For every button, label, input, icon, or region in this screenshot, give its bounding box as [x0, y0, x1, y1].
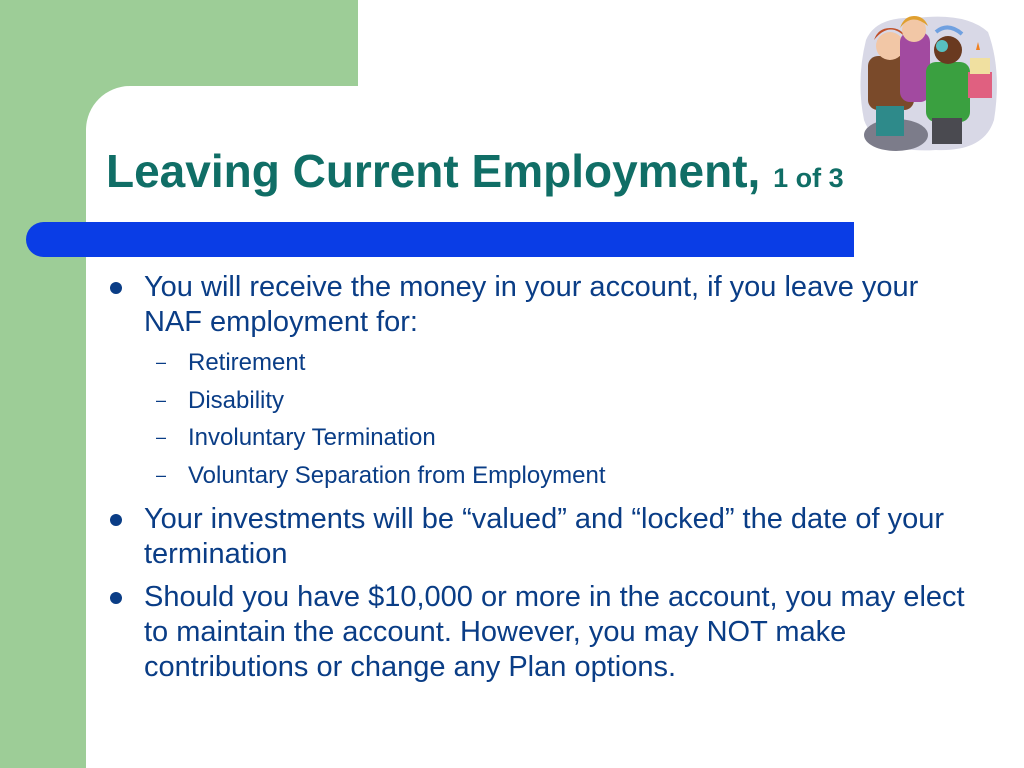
bullet-list: [104, 270, 984, 693]
slide-subtitle: 1 of 3: [773, 163, 844, 193]
dash-icon: –: [156, 464, 167, 485]
bullet-item: [104, 270, 984, 494]
bullet-dot-icon: [110, 514, 122, 526]
sub-bullet-item: [144, 419, 984, 457]
title-rule-bar: [26, 222, 854, 257]
sub-bullet-item: [144, 457, 984, 495]
bullet-item: [104, 580, 984, 685]
bullet-dot-icon: [110, 592, 122, 604]
sub-bullet-text: Retirement: [188, 349, 306, 376]
sub-bullet-text: Involuntary Termination: [188, 424, 436, 451]
bullet-item: [104, 502, 984, 572]
sub-bullet-list: [144, 344, 984, 494]
bullet-text: Should you have $10,000 or more in the account, you may elect to maintain the account. However, you may NOT make contributions or change any Plan options.: [144, 581, 965, 683]
dash-icon: –: [156, 427, 167, 447]
sub-bullet-item: [144, 382, 984, 420]
sub-bullet-item: [144, 344, 984, 382]
bullet-dot-icon: [110, 282, 122, 294]
dash-icon: –: [156, 389, 167, 410]
people-celebrating-icon: [856, 10, 1002, 158]
dash-icon: –: [156, 352, 167, 372]
bullet-text: Your investments will be “valued” and “locked” the date of your termination: [144, 503, 945, 570]
sub-bullet-text: Disability: [188, 386, 285, 414]
title-text: Leaving Current Employment,: [106, 145, 761, 197]
sub-bullet-text: Voluntary Separation from Employment: [188, 461, 606, 489]
bullet-text: You will receive the money in your account, if you leave your NAF employment for:: [144, 271, 919, 338]
slide-title: [106, 144, 844, 205]
